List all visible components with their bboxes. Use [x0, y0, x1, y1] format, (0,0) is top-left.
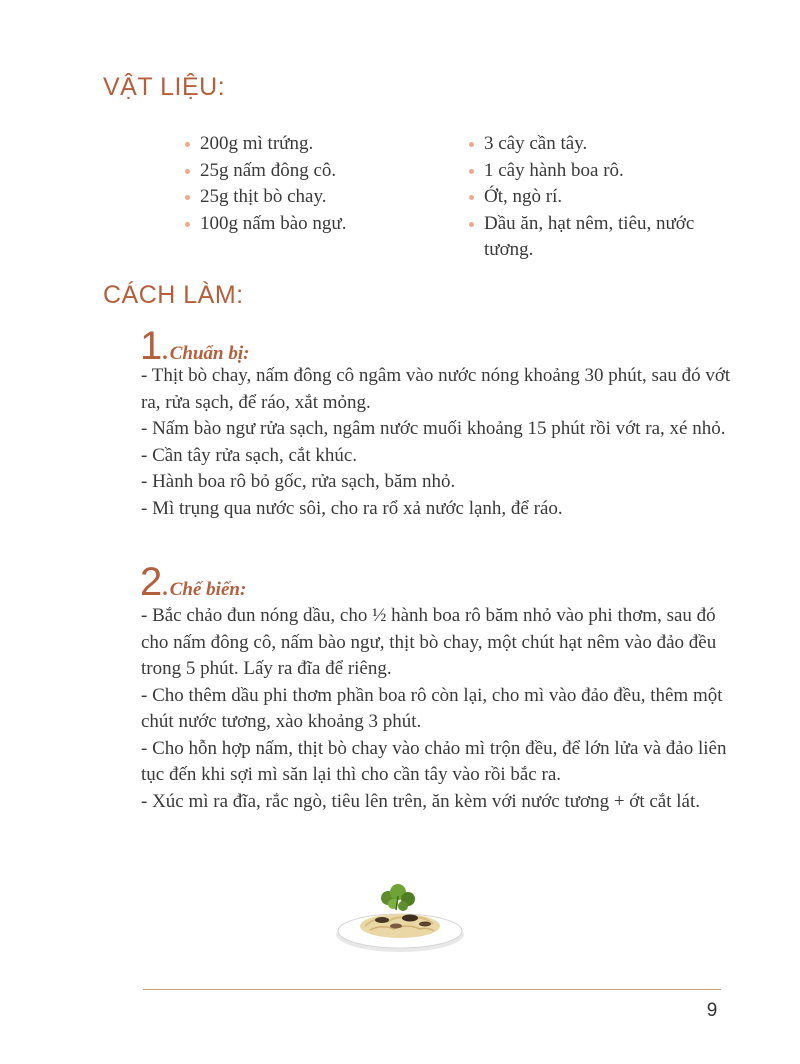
step-line: - Cho hỗn hợp nấm, thịt bò chay vào chảo mì trộn đều, để lớn lửa và đảo liên tục đến khi sợi mì săn lại thì cho cần tây vào rồi bắc ra.: [141, 737, 727, 785]
step-line: - Cho thêm dầu phi thơm phần boa rô còn lại, cho mì vào đảo đều, thêm một chút nước tương, xào khoảng 3 phút.: [141, 684, 723, 732]
step-dot: .: [162, 575, 168, 600]
step-heading: [140, 326, 249, 366]
step-line: - Thịt bò chay, nấm đông cô ngâm vào nước nóng khoảng 30 phút, sau đó vớt ra, rửa sạch, để ráo, xắt mỏng.: [141, 365, 731, 413]
ingredient-item: 25g thịt bò chay.: [185, 184, 415, 211]
materials-heading: VẬT LIỆU:: [103, 73, 226, 101]
ingredients-list-right: [469, 131, 699, 264]
step-title: Chế biến:: [169, 579, 247, 600]
step-number: 2: [140, 560, 163, 604]
step-line: - Xúc mì ra đĩa, rắc ngò, tiêu lên trên, ăn kèm với nước tương + ớt cắt lát.: [141, 790, 700, 812]
ingredient-item: 100g nấm bào ngư.: [185, 211, 415, 238]
ingredient-item: 1 cây hành boa rô.: [469, 158, 699, 185]
step-body: [141, 603, 741, 815]
method-heading: CÁCH LÀM:: [103, 281, 244, 309]
ingredient-item: Ớt, ngò rí.: [469, 184, 699, 211]
step-line: - Cần tây rửa sạch, cắt khúc.: [141, 444, 358, 466]
step-title: Chuẩn bị:: [169, 343, 250, 364]
step-line: - Hành boa rô bỏ gốc, rửa sạch, băm nhỏ.: [141, 471, 456, 492]
footer-divider: [143, 989, 721, 990]
step-heading: [140, 562, 246, 602]
ingredient-item: 200g mì trứng.: [185, 131, 415, 158]
dish-photo: [330, 868, 470, 958]
ingredient-item: 3 cây cần tây.: [469, 131, 699, 158]
ingredients-list-left: [185, 131, 415, 237]
step-line: - Nấm bào ngư rửa sạch, ngâm nước muối khoảng 15 phút rồi vớt ra, xé nhỏ.: [141, 418, 726, 439]
page-number: 9: [706, 1000, 718, 1021]
step-body: [141, 363, 741, 522]
step-dot: .: [162, 339, 168, 364]
step-number: 1: [140, 324, 163, 368]
ingredient-item: 25g nấm đông cô.: [185, 158, 415, 185]
step-line: - Bắc chảo đun nóng dầu, cho ½ hành boa rô băm nhỏ vào phi thơm, sau đó cho nấm đông cô, nấm bào ngư, thịt bò chay, một chút hạt nêm vào đảo đều trong 5 phút. Lấy ra đĩa để riêng.: [141, 605, 717, 679]
step-line: - Mì trụng qua nước sôi, cho ra rổ xả nước lạnh, để ráo.: [141, 497, 563, 519]
ingredient-item: Dầu ăn, hạt nêm, tiêu, nước tương.: [469, 211, 699, 264]
